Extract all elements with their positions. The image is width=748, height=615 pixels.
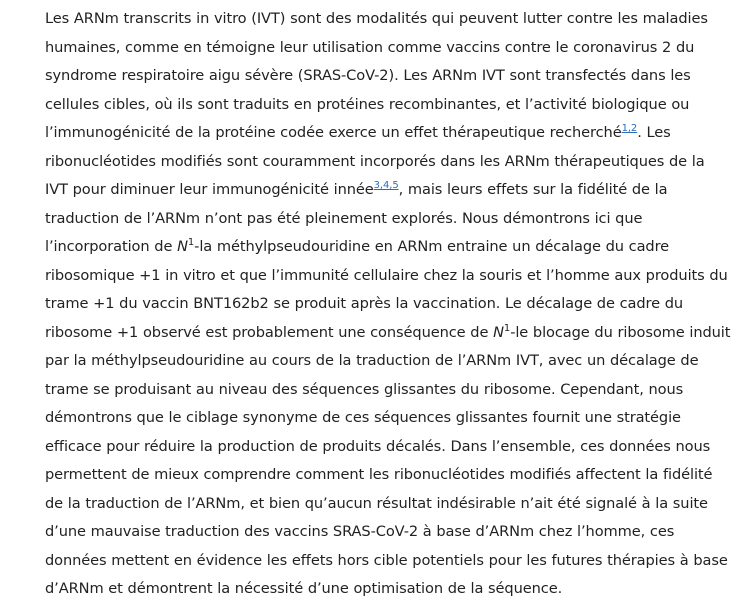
abstract-line	[45, 319, 738, 348]
abstract-line: ribonucléotides modifiés sont couramment incorporés dans les ARNm thérapeutiques de la	[45, 152, 705, 170]
italic-n: N	[177, 238, 188, 255]
abstract-line: démontrons que le ciblage synonyme de ces séquences glissantes fournit une stratégie	[45, 409, 681, 426]
abstract-text: , mais leurs effets sur la fidélité de la	[398, 181, 668, 198]
citation-link-1-2[interactable]: 1,2	[621, 123, 638, 135]
citation-link-3-4-5[interactable]: 3,4,5	[373, 180, 399, 192]
abstract-line: d’ARNm et démontrent la nécessité d’une optimisation de la séquence.	[45, 580, 563, 597]
abstract-line: de la traduction de l’ARNm, et bien qu’aucun résultat indésirable n’ait été signalé à la suite	[45, 494, 708, 512]
superscript-1: 1	[503, 322, 511, 334]
superscript-1: 1	[187, 237, 195, 249]
abstract-text: -le blocage du ribosome induit	[510, 323, 731, 341]
abstract-line: trame se produisant au niveau des séquences glissantes du ribosome. Cependant, nous	[45, 380, 684, 398]
abstract-line: syndrome respiratoire aigu sévère (SRAS-CoV-2). Les ARNm IVT sont transfectés dans les	[45, 67, 691, 84]
abstract-text: -la méthylpseudouridine en ARNm entraine un décalage du cadre	[194, 238, 670, 255]
abstract-line: d’une mauvaise traduction des vaccins SRAS-CoV-2 à base d’ARNm chez l’homme, ces	[45, 523, 675, 540]
abstract-line: permettent de mieux comprendre comment les ribonucléotides modifiés affectent la fidélité	[45, 466, 713, 483]
abstract-line: cellules cibles, où ils sont traduits en protéines recombinantes, et l’activité biologique ou	[45, 95, 690, 113]
abstract-text: ribosome +1 observé est probablement une conséquence de	[45, 323, 494, 341]
italic-n: N	[493, 323, 504, 341]
abstract-line	[45, 119, 738, 148]
abstract-text: IVT pour diminuer leur immunogénicité innée	[45, 181, 374, 198]
abstract-line: efficace pour réduire la production de produits décalés. Dans l’ensemble, ces données nous	[45, 437, 711, 455]
abstract-line: données mettent en évidence les effets hors cible potentiels pour les futures thérapies à base	[45, 551, 728, 569]
abstract-text: l’immunogénicité de la protéine codée exerce un effet thérapeutique recherché	[45, 124, 622, 141]
abstract-line: traduction de l’ARNm n’ont pas été pleinement explorés. Nous démontrons ici que	[45, 209, 643, 227]
abstract-line	[45, 233, 738, 262]
abstract-text: . Les	[637, 124, 671, 141]
abstract-paragraph	[45, 5, 738, 604]
abstract-line: humaines, comme en témoigne leur utilisation comme vaccins contre le coronavirus 2 du	[45, 38, 695, 56]
abstract-text: l’incorporation de	[45, 238, 178, 255]
abstract-line: par la méthylpseudouridine au cours de la traduction de l’ARNm IVT, avec un décalage de	[45, 352, 699, 369]
abstract-line	[45, 176, 738, 205]
abstract-line: ribosomique +1 in vitro et que l’immunité cellulaire chez la souris et l’homme aux produits du	[45, 266, 728, 284]
abstract-line: trame +1 du vaccin BNT162b2 se produit après la vaccination. Le décalage de cadre du	[45, 295, 684, 312]
abstract-line: Les ARNm transcrits in vitro (IVT) sont des modalités qui peuvent lutter contre les maladies	[45, 10, 708, 27]
